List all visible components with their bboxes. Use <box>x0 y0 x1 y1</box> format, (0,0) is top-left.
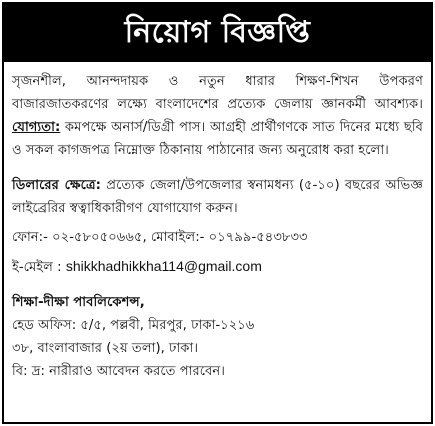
dealer-text: প্রত্যেক জেলা/উপজেলার স্বনামধন্য (৫-১০) বছরের অভিজ্ঞ লাইব্রেরির স্বত্বাধিকারীগণ যোগাযোগ করুন। <box>12 178 424 216</box>
email-label: ই-মেইল : <box>12 260 66 275</box>
branch-address: ৩৮, বাংলাবাজার (২য় তলা), ঢাকা। <box>12 341 199 356</box>
note-line: বি: দ্র: নারীরাও আবেদন করতে পারবেন। <box>12 364 225 379</box>
dealer-paragraph <box>12 174 423 220</box>
ad-title: নিয়োগ বিজ্ঞপ্তি <box>4 4 431 62</box>
email-line <box>12 255 423 279</box>
head-office-address: হেড অফিস: ৫/৫, পল্লবী, মিরপুর, ঢাকা-১২১৬ <box>12 318 255 333</box>
qualification-label: যোগ্যতা: <box>12 120 61 135</box>
dealer-label: ডিলারের ক্ষেত্রে: <box>12 178 101 193</box>
intro-paragraph <box>12 70 423 162</box>
job-advertisement <box>2 2 433 424</box>
phone-line: ফোন:- ০২-৫৮০৫০৬৬৫, মোবাইল:- ০১৭৯৯-৫৪৩৮৩৩ <box>12 230 308 245</box>
intro-text: সৃজনশীল, আনন্দদায়ক ও নতুন ধারার শিক্ষণ-শিখন উপকরণ বাজারজাতকরণের লক্ষ্যে বাংলাদেশের প্রত্যেক জেলায় জ্ঞানকর্মী আবশ্যক। <box>12 74 423 112</box>
ad-body <box>12 70 423 383</box>
email-address: shikkhadhikkha114@gmail.com <box>65 258 262 274</box>
qualification-text: কমপক্ষে অনার্স/ডিগ্রী পাস। আগ্রহী প্রার্থীগণকে সাত দিনের মধ্যে ছবি ও সকল কাগজপত্র নিম্নোক্ত ঠিকানায় পাঠানোর জন্য অনুরোধ করা হলো। <box>12 120 423 158</box>
publisher-name: শিক্ষা-দীক্ষা পাবলিকেশন্স, <box>12 295 145 310</box>
